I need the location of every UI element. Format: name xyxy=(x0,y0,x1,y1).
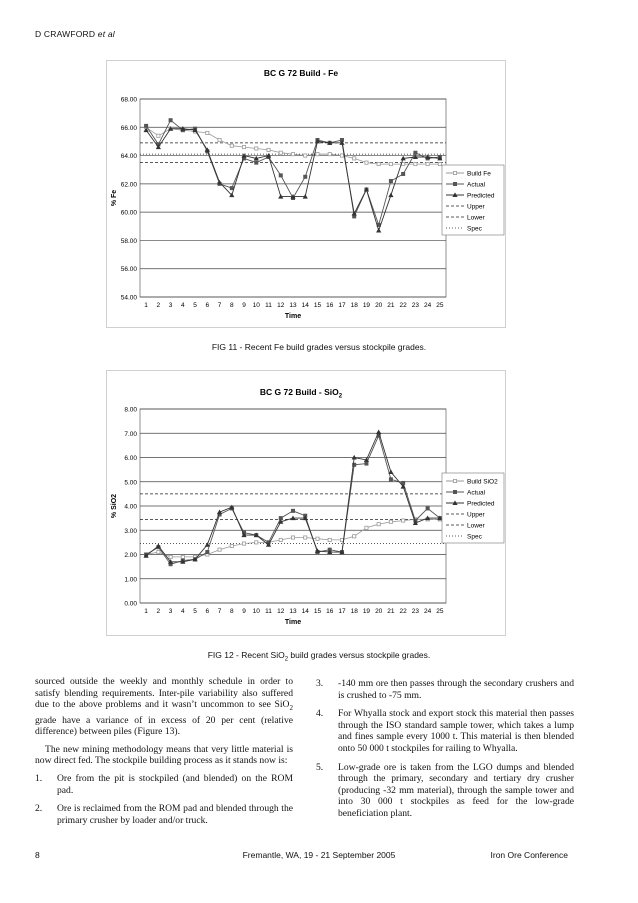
y-tick-label: 60.00 xyxy=(120,209,137,217)
data-point xyxy=(438,162,441,165)
data-point xyxy=(206,131,209,134)
x-tick-label: 23 xyxy=(411,608,420,615)
x-tick-label: 14 xyxy=(301,608,309,615)
list-item: 3. -140 mm ore then passes through the secondary crushers and is crushed to -75 mm. xyxy=(316,678,574,701)
legend-marker xyxy=(453,490,457,494)
y-tick-label: 4.00 xyxy=(124,503,137,511)
x-tick-label: 17 xyxy=(338,608,346,615)
x-tick-label: 10 xyxy=(252,302,260,309)
y-axis-label: % Fe xyxy=(111,189,118,207)
data-point xyxy=(230,144,233,147)
data-point xyxy=(377,162,380,165)
x-tick-label: 8 xyxy=(229,608,234,615)
x-tick-label: 3 xyxy=(168,608,173,615)
data-point xyxy=(218,548,221,551)
left-column xyxy=(35,676,293,833)
x-tick-label: 6 xyxy=(205,302,210,309)
legend xyxy=(442,165,504,235)
x-tick-label: 4 xyxy=(181,302,185,309)
legend-label: Lower xyxy=(467,214,485,222)
x-axis-label: Time xyxy=(284,313,302,320)
data-point xyxy=(279,538,282,541)
fig12-caption-b: build grades versus stockpile grades. xyxy=(288,650,431,660)
legend-label: Upper xyxy=(467,511,485,519)
x-tick-label: 1 xyxy=(144,608,148,615)
chart-title: BC G 72 Build - Fe xyxy=(263,68,339,78)
y-tick-label: 5.00 xyxy=(124,479,137,487)
x-tick-label: 5 xyxy=(193,608,197,615)
x-tick-label: 3 xyxy=(168,302,173,309)
legend-marker xyxy=(453,479,456,482)
x-tick-label: 25 xyxy=(436,608,444,615)
x-tick-label: 9 xyxy=(242,608,246,615)
fig12-caption-a: FIG 12 - Recent SiO xyxy=(207,650,285,660)
list-item: 5. Low-grade ore is taken from the LGO dumps and blended through the primary, secondary and tertiary dry crusher (producing -32 mm material), through the sample tower and into 30 000 t stockpiles as feed for the low-grade beneficiation plant. xyxy=(316,761,574,819)
data-point xyxy=(389,520,392,523)
data-point xyxy=(389,477,393,481)
x-tick-label: 13 xyxy=(289,302,297,309)
x-tick-label: 20 xyxy=(375,302,383,309)
x-tick-label: 14 xyxy=(301,302,309,309)
left-paragraph-1: sourced outside the weekly and monthly schedule in order to satisfy blending requirements. Inter-pile variability also suffered due to the above problems and it wasn’t uncommon to see SiO$_2$ grade have a variance of in excess of 20 per cent (relative difference) between piles (Figure 13). xyxy=(35,676,293,738)
legend-label: Spec xyxy=(467,533,482,541)
data-point xyxy=(402,519,405,522)
right-column xyxy=(316,678,574,827)
x-tick-label: 2 xyxy=(156,608,161,615)
data-point xyxy=(267,148,270,151)
y-tick-label: 6.00 xyxy=(124,455,137,462)
x-tick-label: 21 xyxy=(387,302,395,309)
data-point xyxy=(328,153,331,156)
header-authors: D CRAWFORD xyxy=(35,29,96,39)
data-point xyxy=(340,154,343,157)
legend-label: Predicted xyxy=(467,192,495,200)
data-point xyxy=(205,550,209,554)
y-tick-label: 2.00 xyxy=(124,552,137,559)
footer-page-number: 8 xyxy=(35,850,40,860)
x-tick-label: 16 xyxy=(326,608,334,615)
x-tick-label: 11 xyxy=(265,608,272,615)
x-tick-label: 22 xyxy=(399,302,407,309)
x-tick-label: 15 xyxy=(313,608,322,615)
chart-title-subscript: 2 xyxy=(338,393,343,400)
data-point xyxy=(255,147,258,150)
y-tick-label: 64.00 xyxy=(120,153,137,161)
data-point xyxy=(279,151,282,154)
x-tick-label: 12 xyxy=(277,608,285,615)
data-point xyxy=(365,161,368,164)
x-tick-label: 24 xyxy=(424,302,432,309)
list-item: 2. Ore is reclaimed from the ROM pad and blended through the primary crusher by loader and/or truck. xyxy=(35,803,293,826)
x-tick-label: 19 xyxy=(362,608,371,615)
y-axis-label: % SiO2 xyxy=(111,493,118,519)
data-point xyxy=(353,157,356,160)
x-tick-label: 17 xyxy=(338,302,346,309)
x-tick-label: 25 xyxy=(436,302,444,309)
x-tick-label: 20 xyxy=(375,608,383,615)
legend xyxy=(442,473,504,543)
y-tick-label: 3.00 xyxy=(124,527,137,535)
footer-event: Fremantle, WA, 19 - 21 September 2005 xyxy=(242,850,396,860)
data-point xyxy=(377,523,380,526)
header-etal: et al xyxy=(97,29,115,39)
data-point xyxy=(242,145,245,148)
data-point xyxy=(353,535,356,538)
footer-conference: Iron Ore Conference xyxy=(490,850,568,860)
data-point xyxy=(291,509,295,513)
figure-11-caption xyxy=(0,342,638,352)
y-tick-label: 8.00 xyxy=(124,406,137,414)
x-tick-label: 12 xyxy=(277,302,285,309)
x-tick-label: 9 xyxy=(242,302,246,309)
x-tick-label: 1 xyxy=(144,302,148,309)
x-tick-label: 2 xyxy=(156,302,161,309)
data-point xyxy=(413,151,417,155)
x-tick-label: 7 xyxy=(217,302,222,309)
data-point xyxy=(426,162,429,165)
y-tick-label: 58.00 xyxy=(120,237,137,245)
legend-label: Build Fe xyxy=(467,170,491,178)
x-axis-label: Time xyxy=(284,619,302,626)
x-tick-label: 5 xyxy=(193,302,197,309)
fig12-caption-sub: 2 xyxy=(284,656,289,663)
fig11-caption-text: FIG 11 - Recent Fe build grades versus stockpile grades. xyxy=(211,342,427,352)
list-item: 4. For Whyalla stock and export stock this material then passes through the ISO standard sample tower, which takes a lump and fines sample every 1000 t. This material is then blended onto 50 000 t stockpiles for railing to Whyalla. xyxy=(316,708,574,754)
data-point xyxy=(230,544,233,547)
data-point xyxy=(426,506,430,510)
y-tick-label: 68.00 xyxy=(120,96,137,104)
data-point xyxy=(181,555,184,558)
data-point xyxy=(414,162,417,165)
x-tick-label: 15 xyxy=(313,302,322,309)
data-point xyxy=(157,550,160,553)
left-paragraph-2: The new mining methodology means that very little material is now direct fed. The stockpile building process as it stands now is: xyxy=(35,743,293,767)
data-point xyxy=(401,172,405,176)
x-tick-label: 7 xyxy=(217,608,222,615)
x-tick-label: 21 xyxy=(387,608,395,615)
y-tick-label: 62.00 xyxy=(120,181,137,189)
data-point xyxy=(304,154,307,157)
data-point xyxy=(316,537,319,540)
x-tick-label: 4 xyxy=(181,608,185,615)
data-point xyxy=(242,542,245,545)
legend-label: Actual xyxy=(467,489,486,497)
legend-marker xyxy=(453,182,457,186)
data-point xyxy=(389,162,392,165)
x-tick-label: 6 xyxy=(205,608,210,615)
data-point xyxy=(169,555,172,558)
data-point xyxy=(291,153,294,156)
data-point xyxy=(157,134,160,137)
x-tick-label: 11 xyxy=(265,302,272,309)
data-point xyxy=(291,536,294,539)
data-point xyxy=(316,153,319,156)
data-point xyxy=(279,173,283,177)
x-tick-label: 8 xyxy=(229,302,234,309)
chart-title: BC G 72 Build - SiO$_2$ xyxy=(259,387,343,400)
x-tick-label: 18 xyxy=(350,608,358,615)
data-point xyxy=(144,124,148,128)
data-point xyxy=(365,526,368,529)
x-tick-label: 16 xyxy=(326,302,334,309)
figure-12-caption xyxy=(0,650,638,663)
data-point xyxy=(304,536,307,539)
y-tick-label: 0.00 xyxy=(124,600,137,608)
data-point xyxy=(218,138,221,141)
y-tick-label: 7.00 xyxy=(124,430,137,438)
legend-label: Spec xyxy=(467,225,482,233)
x-tick-label: 19 xyxy=(362,302,371,309)
data-point xyxy=(328,538,331,541)
legend-label: Build SiO2 xyxy=(467,478,498,486)
data-point xyxy=(389,179,393,183)
list-item: 1. Ore from the pit is stockpiled (and blended) on the ROM pad. xyxy=(35,773,293,796)
legend-label: Upper xyxy=(467,203,485,211)
running-header xyxy=(35,29,115,39)
y-tick-label: 54.00 xyxy=(120,294,137,302)
data-point xyxy=(364,462,368,466)
y-tick-label: 1.00 xyxy=(124,576,137,584)
data-point xyxy=(254,161,258,165)
figure-12-chart xyxy=(106,370,506,636)
legend-label: Actual xyxy=(467,181,486,189)
x-tick-label: 22 xyxy=(399,608,407,615)
x-tick-label: 23 xyxy=(411,302,420,309)
legend-label: Predicted xyxy=(467,500,495,508)
x-tick-label: 18 xyxy=(350,302,358,309)
data-point xyxy=(303,175,307,179)
x-tick-label: 24 xyxy=(424,608,432,615)
x-tick-label: 13 xyxy=(289,608,297,615)
legend-label: Lower xyxy=(467,522,485,530)
data-point xyxy=(169,118,173,122)
figure-11-chart xyxy=(106,60,506,328)
y-tick-label: 66.00 xyxy=(120,124,137,132)
y-tick-label: 56.00 xyxy=(120,266,137,274)
data-point xyxy=(255,541,258,544)
legend-marker xyxy=(453,171,456,174)
x-tick-label: 10 xyxy=(252,608,260,615)
